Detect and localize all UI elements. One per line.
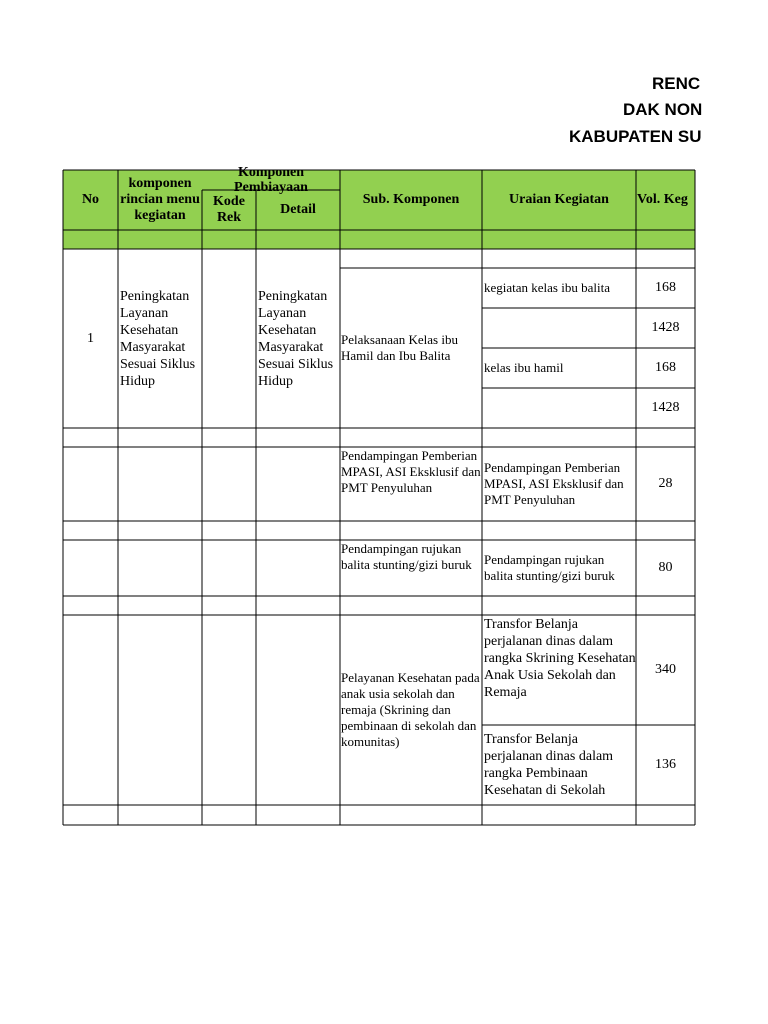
detail-cell: Peningkatan Layanan Kesehatan Masyarakat Sesuai Siklus Hidup bbox=[258, 288, 334, 389]
document-title-line-2: DAK NON bbox=[623, 100, 703, 119]
uraian-cell: kelas ibu hamil bbox=[484, 360, 564, 375]
vol-cell: 1428 bbox=[651, 320, 680, 335]
row-number: 1 bbox=[87, 330, 94, 346]
uraian-cell: Transfor Belanja perjalanan dinas dalam rangka Skrining Kesehatan Anak Usia Sekolah dan Remaja bbox=[484, 617, 636, 700]
vol-cell: 340 bbox=[655, 662, 676, 677]
document-title-line-1: RENC bbox=[652, 74, 701, 93]
document-title-line-3: KABUPATEN SU bbox=[569, 127, 702, 146]
komponen-rincian-cell: Peningkatan Layanan Kesehatan Masyarakat Sesuai Siklus Hidup bbox=[120, 288, 196, 389]
sub-komponen-cell: Pelayanan Kesehatan pada anak usia sekolah dan remaja (Skrining dan pembinaan di sekolah dan komunitas) bbox=[341, 670, 480, 749]
uraian-cell: Pendampingan Pemberian MPASI, ASI Eksklusif dan PMT Penyuluhan bbox=[484, 460, 624, 507]
vol-cell: 168 bbox=[655, 360, 676, 375]
vol-cell: 80 bbox=[658, 560, 673, 575]
uraian-cell: kegiatan kelas ibu balita bbox=[484, 280, 610, 295]
header-uraian-kegiatan: Uraian Kegiatan bbox=[509, 192, 609, 207]
header-komponen-pembiayaan: Komponen Pembiayaan bbox=[234, 165, 308, 195]
sub-komponen-cell: Pendampingan rujukan balita stunting/gizi buruk bbox=[341, 541, 472, 572]
header-vol-keg: Vol. Keg bbox=[637, 192, 688, 207]
header-no: No bbox=[81, 192, 100, 207]
vol-cell: 136 bbox=[655, 757, 676, 772]
header-kode-rek: Kode Rek bbox=[213, 194, 245, 225]
header-komponen-rincian: komponen rincian menu kegiatan bbox=[120, 176, 200, 223]
header-detail: Detail bbox=[280, 202, 316, 217]
uraian-cell: Pendampingan rujukan balita stunting/gizi buruk bbox=[484, 552, 615, 583]
uraian-cell bbox=[484, 308, 636, 348]
uraian-cell bbox=[484, 388, 636, 428]
sub-komponen-cell: Pelaksanaan Kelas ibu Hamil dan Ibu Balita bbox=[341, 332, 458, 363]
uraian-cell: Transfor Belanja perjalanan dinas dalam rangka Pembinaan Kesehatan di Sekolah bbox=[484, 732, 614, 798]
header-sub-komponen: Sub. Komponen bbox=[362, 192, 460, 207]
vol-cell: 1428 bbox=[651, 400, 680, 415]
vol-cell: 168 bbox=[655, 280, 676, 295]
vol-cell: 28 bbox=[658, 476, 673, 491]
sub-komponen-cell: Pendampingan Pemberian MPASI, ASI Eksklusif dan PMT Penyuluhan bbox=[341, 448, 481, 495]
